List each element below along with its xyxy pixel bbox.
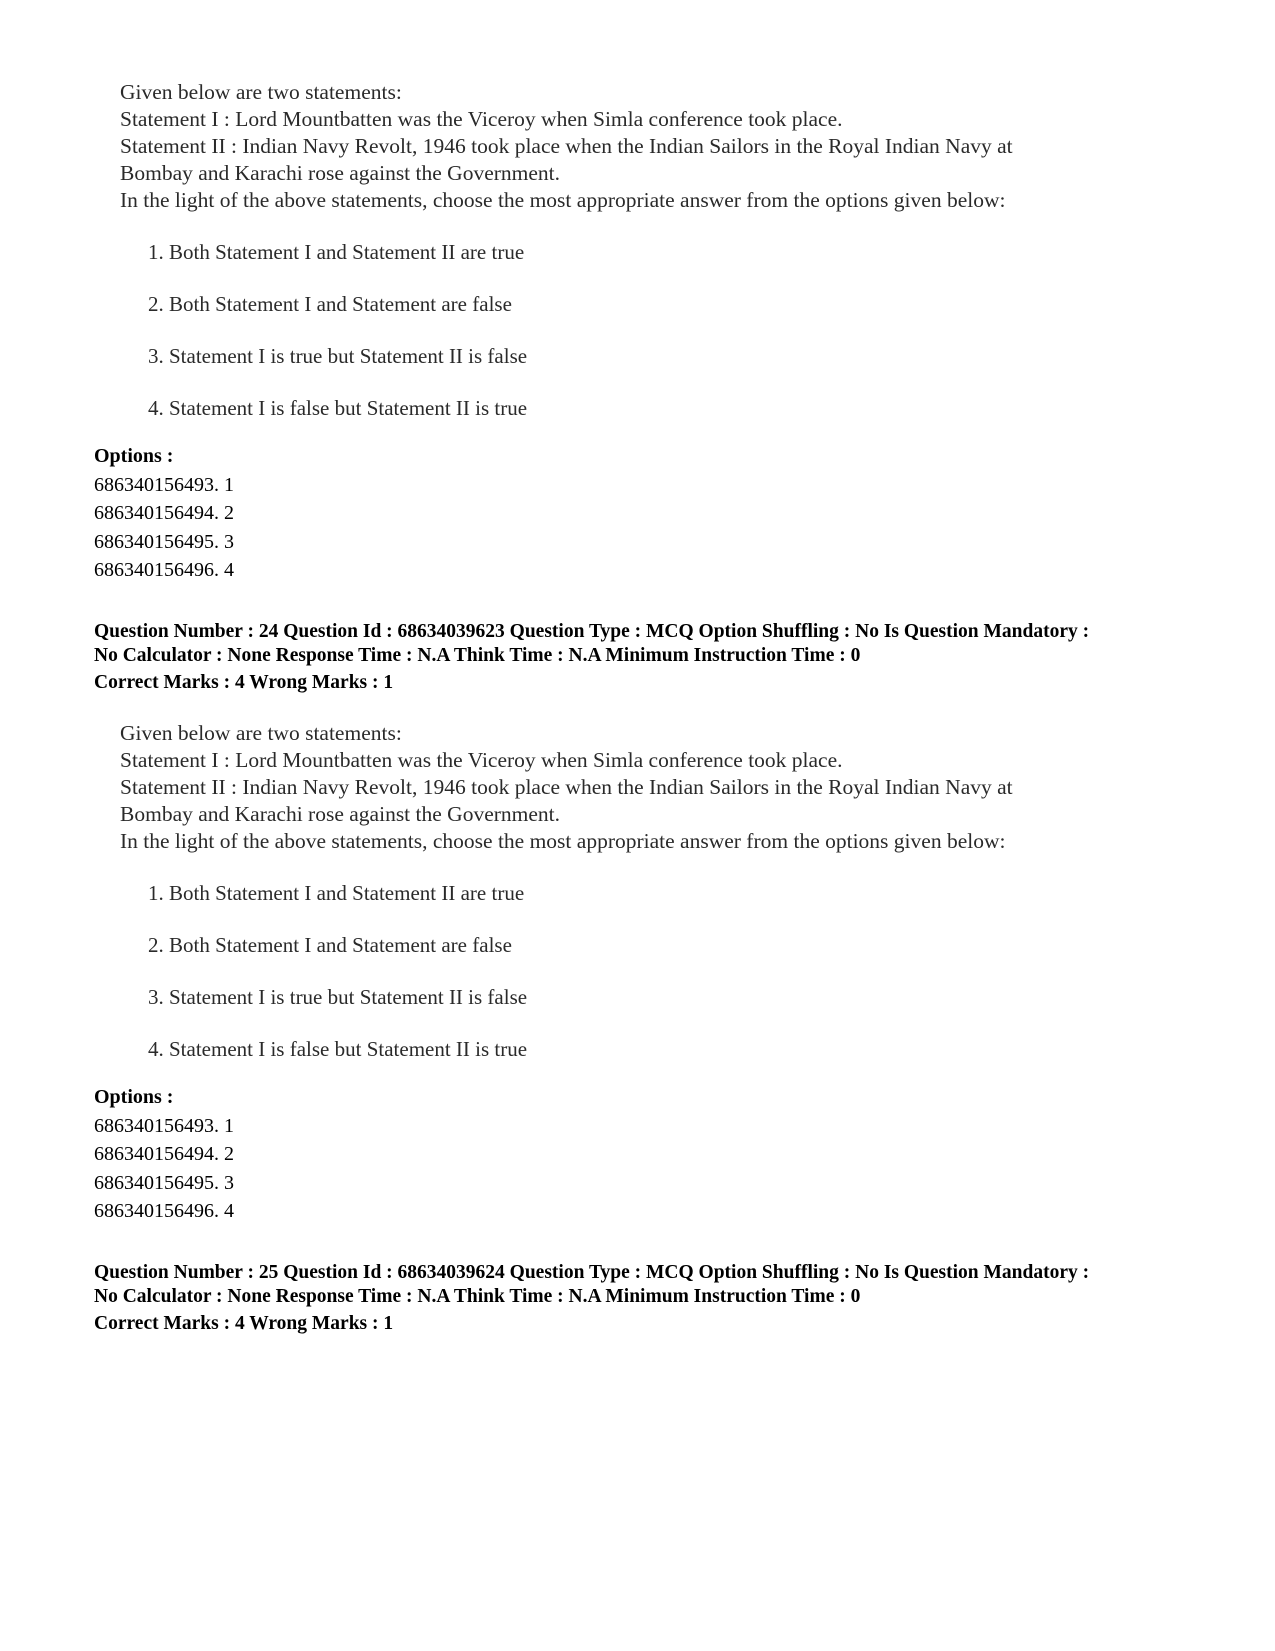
choice-item: 2. Both Statement I and Statement are false — [148, 933, 512, 957]
question-24-image — [120, 720, 1140, 1063]
option-item: 686340156494. 2 — [94, 502, 234, 524]
question-25-meta — [94, 1261, 1214, 1336]
choice-item: 3. Statement I is true but Statement II is false — [148, 985, 528, 1009]
question-meta-line-1: Question Number : 24 Question Id : 68634039623 Question Type : MCQ Option Shuffling : No Is Question Mandatory : — [94, 621, 1090, 642]
option-item: 686340156494. 2 — [94, 1143, 234, 1165]
question-meta-line-2: No Calculator : None Response Time : N.A Think Time : N.A Minimum Instruction Time : 0 — [94, 1285, 861, 1307]
question-meta-line-1: Question Number : 25 Question Id : 68634039624 Question Type : MCQ Option Shuffling : No Is Question Mandatory : — [94, 1262, 1090, 1283]
question-instruction: In the light of the above statements, choose the most appropriate answer from the options given below: — [120, 188, 1006, 212]
choice-item: 1. Both Statement I and Statement II are true — [148, 240, 525, 264]
question-intro: Given below are two statements: — [120, 721, 402, 745]
choice-item: 1. Both Statement I and Statement II are true — [148, 881, 525, 905]
option-item: 686340156496. 4 — [94, 1200, 234, 1222]
option-item: 686340156493. 1 — [94, 1114, 234, 1137]
question-24-meta — [94, 620, 1214, 695]
choice-item: 2. Both Statement I and Statement are false — [148, 292, 512, 316]
choice-list — [120, 239, 1140, 422]
question-intro: Given below are two statements: — [120, 80, 402, 104]
question-marks: Correct Marks : 4 Wrong Marks : 1 — [94, 1313, 394, 1334]
question-23-options — [94, 442, 234, 585]
choice-item: 4. Statement I is false but Statement II is true — [148, 396, 528, 420]
question-marks: Correct Marks : 4 Wrong Marks : 1 — [94, 672, 394, 693]
options-label: Options : — [94, 1086, 174, 1108]
statement-2-line-1: Statement II : Indian Navy Revolt, 1946 took place when the Indian Sailors in the Royal Indian Navy at — [120, 134, 1013, 158]
statement-2-line-1: Statement II : Indian Navy Revolt, 1946 took place when the Indian Sailors in the Royal Indian Navy at — [120, 775, 1013, 799]
statement-1: Statement I : Lord Mountbatten was the Viceroy when Simla conference took place. — [120, 748, 843, 772]
question-meta-line-2: No Calculator : None Response Time : N.A Think Time : N.A Minimum Instruction Time : 0 — [94, 644, 861, 666]
question-24-options — [94, 1083, 234, 1226]
choice-item: 4. Statement I is false but Statement II is true — [148, 1037, 528, 1061]
option-item: 686340156495. 3 — [94, 530, 234, 553]
option-item: 686340156496. 4 — [94, 559, 234, 581]
question-instruction: In the light of the above statements, choose the most appropriate answer from the options given below: — [120, 829, 1006, 853]
statement-2-line-2: Bombay and Karachi rose against the Government. — [120, 802, 561, 826]
option-item: 686340156493. 1 — [94, 473, 234, 496]
choice-list — [120, 880, 1140, 1063]
question-23-image — [120, 79, 1140, 422]
statement-2-line-2: Bombay and Karachi rose against the Government. — [120, 161, 561, 185]
choice-item: 3. Statement I is true but Statement II is false — [148, 344, 528, 368]
option-item: 686340156495. 3 — [94, 1171, 234, 1194]
statement-1: Statement I : Lord Mountbatten was the Viceroy when Simla conference took place. — [120, 107, 843, 131]
options-label: Options : — [94, 445, 174, 467]
